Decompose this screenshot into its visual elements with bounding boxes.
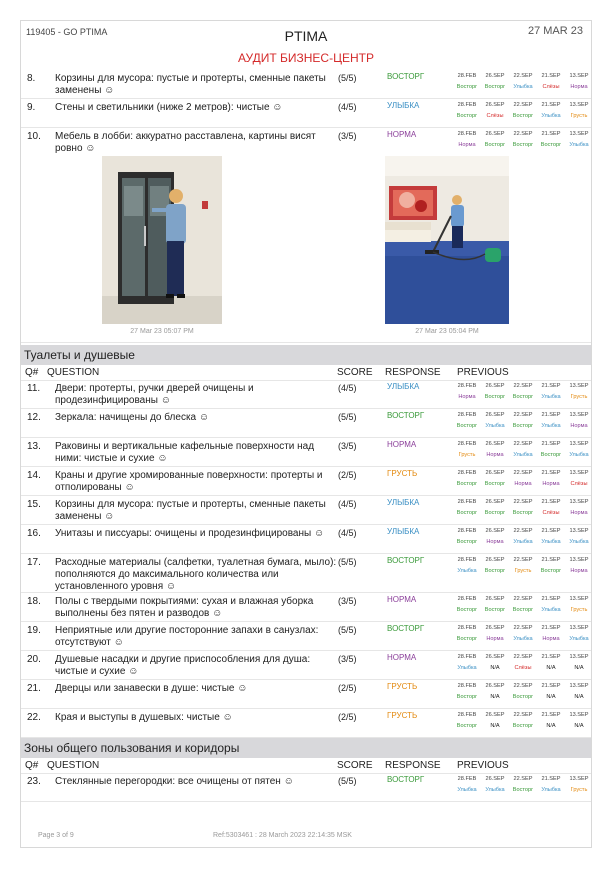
previous-date: 21.SEP xyxy=(541,470,561,476)
previous-value: Восторг xyxy=(512,394,534,400)
previous-value: Норма xyxy=(542,481,560,487)
previous-date: 26.SEP xyxy=(485,470,505,476)
question-row xyxy=(21,593,591,622)
question-score: (2/5) xyxy=(338,470,357,480)
previous-date: 21.SEP xyxy=(541,412,561,418)
report-reference: Ref:5303461 : 28 March 2023 22:14:35 MSK xyxy=(213,832,352,839)
previous-value: Восторг xyxy=(512,607,534,613)
question-row xyxy=(21,380,591,409)
photo-caption: 27 Mar 23 05:07 PM xyxy=(130,328,194,335)
previous-value: Грусть xyxy=(514,568,532,574)
previous-value: Восторг xyxy=(456,694,478,700)
question-response: ВОСТОРГ xyxy=(387,72,425,81)
previous-value: Восторг xyxy=(512,113,534,119)
previous-value: Грусть xyxy=(570,394,588,400)
previous-date: 22.SEP xyxy=(513,625,533,631)
previous-value: Восторг xyxy=(484,142,506,148)
previous-date: 22.SEP xyxy=(513,712,533,718)
question-score: (5/5) xyxy=(338,776,357,786)
previous-date: 13.SEP xyxy=(569,557,589,563)
question-response: НОРМА xyxy=(387,653,417,662)
question-number: 11. xyxy=(27,383,41,394)
previous-value: Восторг xyxy=(456,84,478,90)
previous-date: 26.SEP xyxy=(485,499,505,505)
previous-value: Норма xyxy=(458,142,476,148)
previous-value: N/A xyxy=(574,665,584,671)
report-subtitle: АУДИТ БИЗНЕС-ЦЕНТР xyxy=(238,51,374,65)
previous-date: 13.SEP xyxy=(569,412,589,418)
question-text: Края и выступы в душевых: чистые ☺ xyxy=(55,712,233,723)
previous-value: Восторг xyxy=(540,142,562,148)
question-text: Душевые насадки и другие приспособления для душа: чистые и сухие ☺ xyxy=(55,654,311,677)
previous-value: Восторг xyxy=(512,787,534,793)
previous-date: 21.SEP xyxy=(541,528,561,534)
previous-date: 28.FEB xyxy=(457,441,477,447)
question-text: Полы с твердыми покрытиями: сухая и влажная уборка выполнены без пятен и разводов ☺ xyxy=(55,596,314,619)
previous-value: Восторг xyxy=(512,723,534,729)
previous-value: N/A xyxy=(490,665,500,671)
previous-date: 28.FEB xyxy=(457,712,477,718)
column-header xyxy=(21,366,591,381)
previous-date: 22.SEP xyxy=(513,131,533,137)
vacuum-cleaning-image xyxy=(385,156,509,324)
previous-value: Восторг xyxy=(540,452,562,458)
question-text: Корзины для мусора: пустые и протерты, сменные пакеты заменены ☺ xyxy=(55,73,326,96)
previous-date: 28.FEB xyxy=(457,470,477,476)
previous-value: Улыбка xyxy=(569,636,589,642)
previous-date: 13.SEP xyxy=(569,683,589,689)
previous-date: 28.FEB xyxy=(457,528,477,534)
previous-date: 13.SEP xyxy=(569,102,589,108)
previous-date: 26.SEP xyxy=(485,596,505,602)
question-score: (3/5) xyxy=(338,441,357,451)
question-row xyxy=(21,680,591,709)
previous-value: Восторг xyxy=(512,694,534,700)
previous-date: 28.FEB xyxy=(457,131,477,137)
previous-date: 26.SEP xyxy=(485,102,505,108)
photo-door-cleaning[interactable] xyxy=(102,156,222,324)
previous-date: 22.SEP xyxy=(513,102,533,108)
question-score: (3/5) xyxy=(338,131,357,141)
previous-date: 26.SEP xyxy=(485,528,505,534)
previous-value: Норма xyxy=(486,636,504,642)
question-text: Неприятные или другие посторонние запахи в санузлах: отсутствуют ☺ xyxy=(55,625,319,648)
previous-value: Грусть xyxy=(570,607,588,613)
question-number: 9. xyxy=(27,102,36,113)
previous-date: 28.FEB xyxy=(457,499,477,505)
previous-value: Восторг xyxy=(540,568,562,574)
previous-value: Восторг xyxy=(456,113,478,119)
previous-date: 28.FEB xyxy=(457,412,477,418)
previous-date: 26.SEP xyxy=(485,776,505,782)
previous-value: Улыбка xyxy=(541,113,561,119)
previous-value: Норма xyxy=(570,510,588,516)
question-response: НОРМА xyxy=(387,595,417,604)
previous-value: Норма xyxy=(570,423,588,429)
previous-value: N/A xyxy=(574,723,584,729)
previous-value: Улыбка xyxy=(541,607,561,613)
question-text: Краны и другие хромированные поверхности: протерты и отполированы ☺ xyxy=(55,470,323,493)
question-text: Дверцы или занавески в душе: чистые ☺ xyxy=(55,683,248,694)
previous-date: 22.SEP xyxy=(513,596,533,602)
question-score: (2/5) xyxy=(338,683,357,693)
question-score: (5/5) xyxy=(338,625,357,635)
section-title: Туалеты и душевые xyxy=(21,345,591,365)
previous-value: Восторг xyxy=(484,84,506,90)
previous-value: N/A xyxy=(574,694,584,700)
question-row xyxy=(21,128,591,343)
previous-value: Улыбка xyxy=(457,568,477,574)
question-row xyxy=(21,467,591,496)
question-number: 13. xyxy=(27,441,41,452)
previous-value: Слёзы xyxy=(542,84,560,90)
previous-date: 28.FEB xyxy=(457,557,477,563)
previous-value: Слёзы xyxy=(514,665,532,671)
previous-value: Норма xyxy=(542,636,560,642)
previous-date: 26.SEP xyxy=(485,625,505,631)
previous-date: 21.SEP xyxy=(541,683,561,689)
col-response: RESPONSE xyxy=(385,760,441,771)
previous-date: 13.SEP xyxy=(569,499,589,505)
question-score: (3/5) xyxy=(338,654,357,664)
previous-value: Слёзы xyxy=(570,481,588,487)
col-q: Q# xyxy=(25,367,39,378)
previous-value: Улыбка xyxy=(513,452,533,458)
previous-value: Восторг xyxy=(456,607,478,613)
previous-date: 28.FEB xyxy=(457,683,477,689)
previous-date: 22.SEP xyxy=(513,73,533,79)
previous-date: 28.FEB xyxy=(457,383,477,389)
col-previous: PREVIOUS xyxy=(457,760,509,771)
previous-value: Улыбка xyxy=(513,84,533,90)
question-row xyxy=(21,438,591,467)
previous-value: Грусть xyxy=(458,452,476,458)
previous-date: 13.SEP xyxy=(569,776,589,782)
question-text: Стеклянные перегородки: все очищены от пятен ☺ xyxy=(55,776,294,787)
question-row xyxy=(21,622,591,651)
question-score: (4/5) xyxy=(338,383,357,393)
previous-value: Грусть xyxy=(570,113,588,119)
previous-date: 13.SEP xyxy=(569,654,589,660)
question-score: (2/5) xyxy=(338,712,357,722)
col-question: QUESTION xyxy=(47,367,100,378)
page-number: Page 3 of 9 xyxy=(38,832,74,839)
previous-date: 28.FEB xyxy=(457,625,477,631)
photo-vacuum-cleaning[interactable] xyxy=(385,156,509,324)
previous-value: Улыбка xyxy=(457,787,477,793)
previous-value: Улыбка xyxy=(457,665,477,671)
previous-value: Улыбка xyxy=(485,423,505,429)
question-score: (5/5) xyxy=(338,73,357,83)
previous-date: 26.SEP xyxy=(485,654,505,660)
question-number: 17. xyxy=(27,557,41,568)
col-response: RESPONSE xyxy=(385,367,441,378)
previous-value: Восторг xyxy=(456,481,478,487)
question-text: Двери: протерты, ручки дверей очищены и продезинфицированы ☺ xyxy=(55,383,254,406)
previous-value: Восторг xyxy=(456,723,478,729)
previous-value: Норма xyxy=(458,394,476,400)
previous-date: 26.SEP xyxy=(485,412,505,418)
question-row xyxy=(21,70,591,99)
previous-value: Восторг xyxy=(484,607,506,613)
previous-value: Норма xyxy=(570,568,588,574)
previous-date: 21.SEP xyxy=(541,596,561,602)
question-number: 8. xyxy=(27,73,36,84)
previous-value: Восторг xyxy=(456,539,478,545)
question-response: НОРМА xyxy=(387,440,417,449)
question-number: 21. xyxy=(27,683,41,694)
question-response: УЛЫБКА xyxy=(387,101,420,110)
question-score: (4/5) xyxy=(338,102,357,112)
previous-value: Норма xyxy=(514,481,532,487)
previous-date: 21.SEP xyxy=(541,712,561,718)
previous-date: 13.SEP xyxy=(569,596,589,602)
previous-date: 22.SEP xyxy=(513,683,533,689)
previous-date: 13.SEP xyxy=(569,470,589,476)
previous-date: 22.SEP xyxy=(513,441,533,447)
previous-date: 26.SEP xyxy=(485,683,505,689)
previous-value: Восторг xyxy=(484,481,506,487)
previous-value: Улыбка xyxy=(541,787,561,793)
question-number: 10. xyxy=(27,131,41,142)
question-row xyxy=(21,409,591,438)
previous-value: N/A xyxy=(546,723,556,729)
previous-date: 26.SEP xyxy=(485,557,505,563)
previous-date: 21.SEP xyxy=(541,102,561,108)
question-row xyxy=(21,99,591,128)
report-code: 119405 - GO PTIMA xyxy=(26,27,108,37)
previous-value: Восторг xyxy=(456,636,478,642)
previous-value: Улыбка xyxy=(541,423,561,429)
previous-date: 13.SEP xyxy=(569,712,589,718)
question-response: ВОСТОРГ xyxy=(387,556,425,565)
previous-value: Улыбка xyxy=(569,452,589,458)
previous-value: Восторг xyxy=(484,394,506,400)
question-text: Мебель в лобби: аккуратно расставлена, картины висят ровно ☺ xyxy=(55,131,316,154)
question-number: 12. xyxy=(27,412,41,423)
previous-value: Грусть xyxy=(570,787,588,793)
question-response: УЛЫБКА xyxy=(387,382,420,391)
previous-value: Восторг xyxy=(512,510,534,516)
col-score: SCORE xyxy=(337,367,373,378)
previous-date: 26.SEP xyxy=(485,712,505,718)
previous-date: 26.SEP xyxy=(485,383,505,389)
previous-date: 22.SEP xyxy=(513,499,533,505)
previous-value: Восторг xyxy=(456,423,478,429)
question-text: Корзины для мусора: пустые и протерты, сменные пакеты заменены ☺ xyxy=(55,499,326,522)
previous-value: Слёзы xyxy=(542,510,560,516)
question-row xyxy=(21,651,591,680)
previous-date: 22.SEP xyxy=(513,557,533,563)
previous-value: Улыбка xyxy=(569,142,589,148)
question-score: (5/5) xyxy=(338,412,357,422)
question-text: Унитазы и писсуары: очищены и продезинфицированы ☺ xyxy=(55,528,325,539)
previous-date: 28.FEB xyxy=(457,596,477,602)
question-row xyxy=(21,525,591,554)
previous-value: N/A xyxy=(490,723,500,729)
previous-date: 21.SEP xyxy=(541,499,561,505)
previous-date: 28.FEB xyxy=(457,102,477,108)
previous-date: 26.SEP xyxy=(485,131,505,137)
question-number: 15. xyxy=(27,499,41,510)
photo-caption: 27 Mar 23 05:04 PM xyxy=(415,328,479,335)
previous-date: 13.SEP xyxy=(569,625,589,631)
previous-value: Восторг xyxy=(512,423,534,429)
previous-date: 13.SEP xyxy=(569,383,589,389)
question-score: (5/5) xyxy=(338,557,357,567)
previous-value: Улыбка xyxy=(541,394,561,400)
question-score: (4/5) xyxy=(338,499,357,509)
previous-date: 28.FEB xyxy=(457,654,477,660)
previous-value: Восторг xyxy=(484,568,506,574)
col-q: Q# xyxy=(25,760,39,771)
question-response: УЛЫБКА xyxy=(387,527,420,536)
previous-date: 21.SEP xyxy=(541,625,561,631)
previous-date: 21.SEP xyxy=(541,776,561,782)
previous-date: 13.SEP xyxy=(569,131,589,137)
door-cleaning-image xyxy=(102,156,222,324)
section-title: Зоны общего пользования и коридоры xyxy=(21,738,591,758)
question-row xyxy=(21,773,591,802)
question-response: ВОСТОРГ xyxy=(387,775,425,784)
question-score: (4/5) xyxy=(338,528,357,538)
report-date: 27 MAR 23 xyxy=(527,25,583,37)
question-response: НОРМА xyxy=(387,130,417,139)
previous-date: 22.SEP xyxy=(513,776,533,782)
previous-value: N/A xyxy=(490,694,500,700)
question-row xyxy=(21,554,591,593)
col-previous: PREVIOUS xyxy=(457,367,509,378)
question-response: ВОСТОРГ xyxy=(387,624,425,633)
previous-value: Улыбка xyxy=(485,787,505,793)
question-number: 22. xyxy=(27,712,41,723)
previous-value: Восторг xyxy=(456,510,478,516)
previous-date: 28.FEB xyxy=(457,73,477,79)
report-page xyxy=(20,20,592,848)
col-question: QUESTION xyxy=(47,760,100,771)
previous-date: 13.SEP xyxy=(569,441,589,447)
previous-date: 26.SEP xyxy=(485,73,505,79)
previous-date: 26.SEP xyxy=(485,441,505,447)
previous-value: Улыбка xyxy=(513,636,533,642)
previous-date: 21.SEP xyxy=(541,383,561,389)
question-response: ГРУСТЬ xyxy=(387,711,418,720)
question-row xyxy=(21,709,591,738)
previous-date: 21.SEP xyxy=(541,654,561,660)
previous-date: 13.SEP xyxy=(569,73,589,79)
previous-date: 21.SEP xyxy=(541,441,561,447)
question-number: 14. xyxy=(27,470,41,481)
previous-value: Улыбка xyxy=(513,539,533,545)
previous-value: Улыбка xyxy=(541,539,561,545)
previous-value: Слёзы xyxy=(486,113,504,119)
previous-value: Норма xyxy=(570,84,588,90)
previous-date: 21.SEP xyxy=(541,73,561,79)
question-text: Раковины и вертикальные кафельные поверхности над ними: чистые и сухие ☺ xyxy=(55,441,315,464)
report-title: PTIMA xyxy=(284,28,328,44)
previous-value: N/A xyxy=(546,694,556,700)
previous-date: 21.SEP xyxy=(541,131,561,137)
question-response: ВОСТОРГ xyxy=(387,411,425,420)
question-row xyxy=(21,496,591,525)
previous-date: 28.FEB xyxy=(457,776,477,782)
previous-date: 22.SEP xyxy=(513,654,533,660)
question-text: Зеркала: начищены до блеска ☺ xyxy=(55,412,210,423)
question-response: ГРУСТЬ xyxy=(387,682,418,691)
question-number: 19. xyxy=(27,625,41,636)
question-number: 23. xyxy=(27,776,41,787)
column-header xyxy=(21,759,591,774)
question-number: 16. xyxy=(27,528,41,539)
col-score: SCORE xyxy=(337,760,373,771)
previous-date: 13.SEP xyxy=(569,528,589,534)
question-score: (3/5) xyxy=(338,596,357,606)
previous-value: Восторг xyxy=(512,142,534,148)
question-text: Стены и светильники (ниже 2 метров): чистые ☺ xyxy=(55,102,283,113)
question-number: 20. xyxy=(27,654,41,665)
question-text: Расходные материалы (салфетки, туалетная бумага, мыло): пополняются до максимального количества или установленного уровня ☺ xyxy=(55,557,337,592)
previous-value: Восторг xyxy=(484,510,506,516)
question-response: ГРУСТЬ xyxy=(387,469,418,478)
question-response: УЛЫБКА xyxy=(387,498,420,507)
previous-value: Улыбка xyxy=(569,539,589,545)
previous-value: Норма xyxy=(486,539,504,545)
question-number: 18. xyxy=(27,596,41,607)
previous-date: 22.SEP xyxy=(513,470,533,476)
previous-date: 22.SEP xyxy=(513,528,533,534)
previous-date: 22.SEP xyxy=(513,383,533,389)
previous-value: N/A xyxy=(546,665,556,671)
previous-date: 22.SEP xyxy=(513,412,533,418)
previous-date: 21.SEP xyxy=(541,557,561,563)
previous-value: Норма xyxy=(486,452,504,458)
